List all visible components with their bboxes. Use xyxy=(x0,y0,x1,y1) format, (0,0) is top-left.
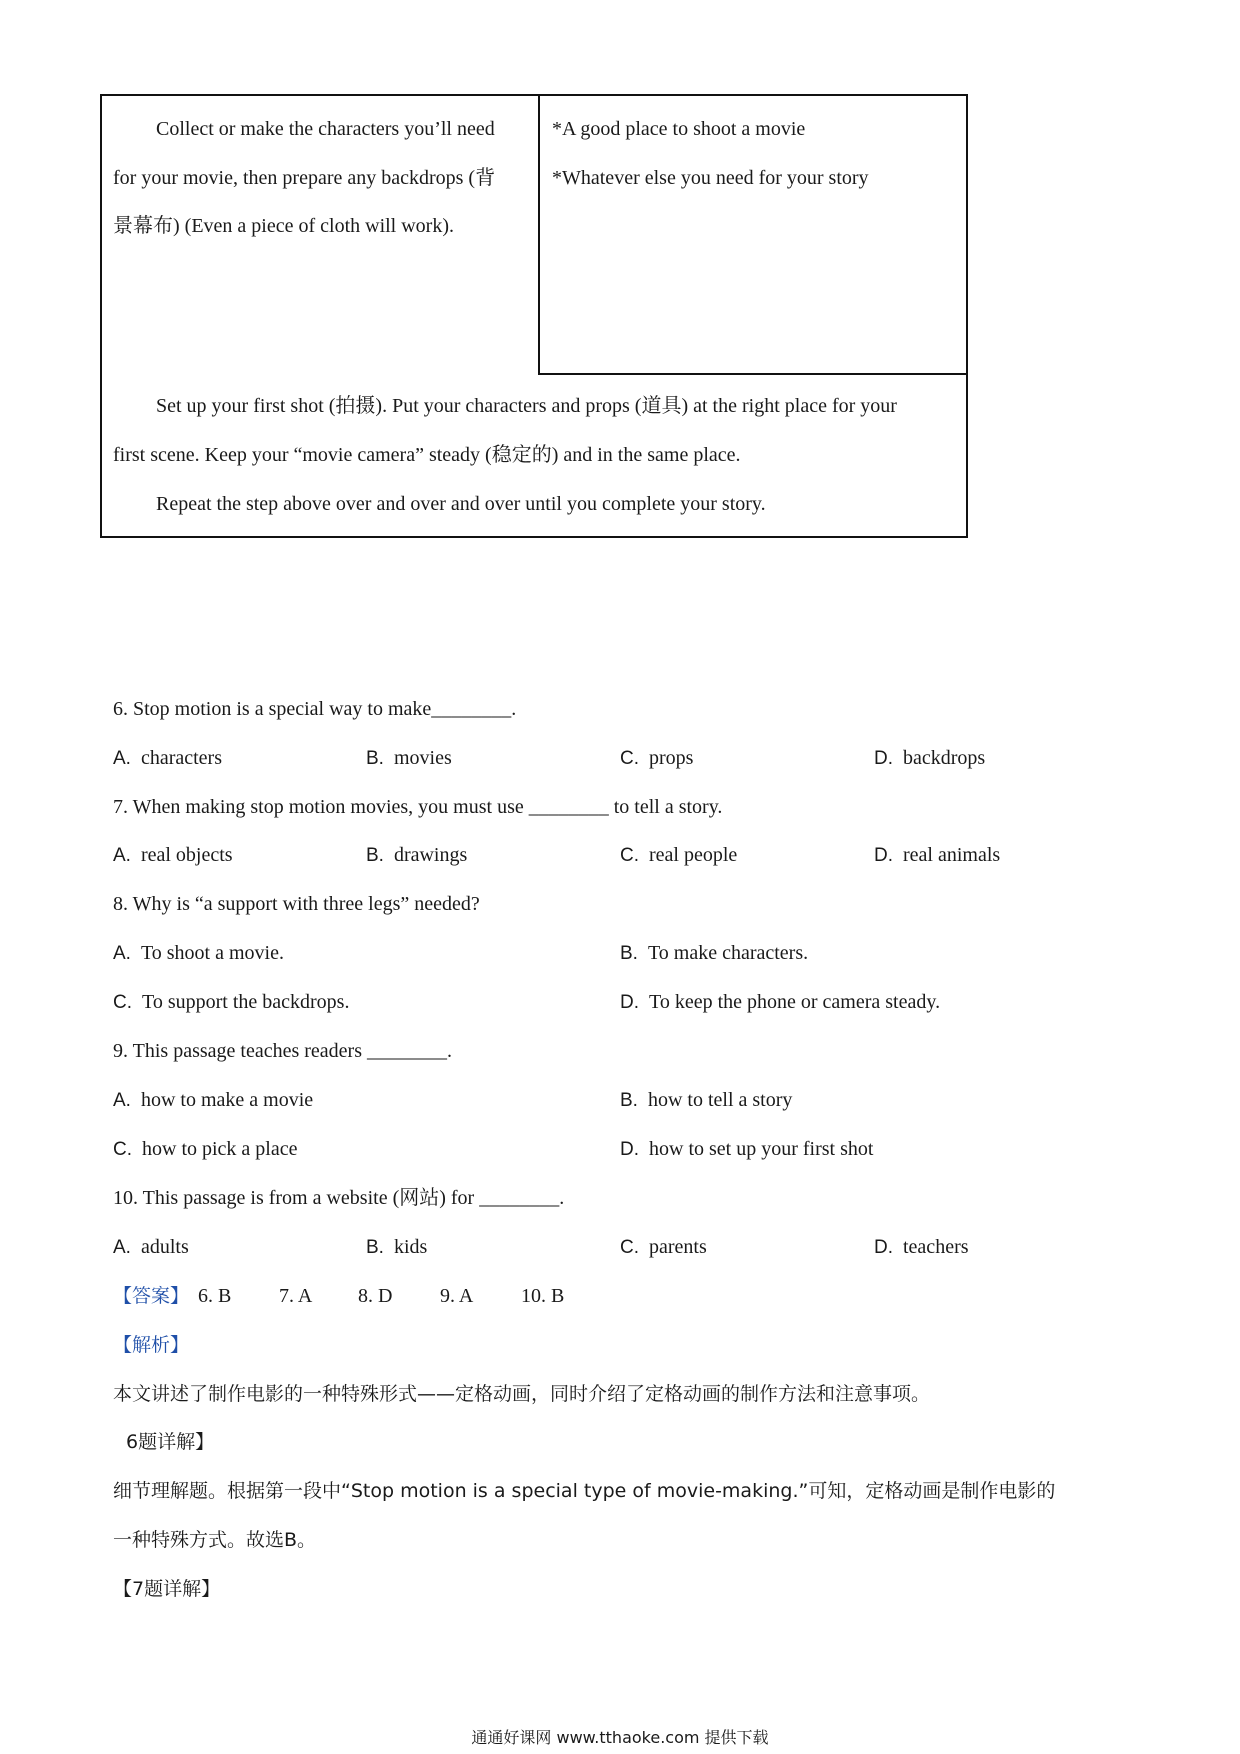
option-text: adults xyxy=(140,1236,189,1258)
option-letter: B. xyxy=(366,748,384,769)
option-letter: A. xyxy=(113,748,131,769)
option-text: movies xyxy=(393,747,452,769)
option-7c[interactable] xyxy=(620,843,737,868)
option-letter: D. xyxy=(874,1237,893,1258)
option-letter: D. xyxy=(620,1139,639,1160)
option-8d[interactable] xyxy=(620,990,940,1015)
option-9a[interactable] xyxy=(113,1088,313,1113)
box-inner-bottom xyxy=(538,373,968,375)
option-7d[interactable] xyxy=(874,843,1000,868)
option-text: To keep the phone or camera steady. xyxy=(649,991,941,1013)
option-letter: C. xyxy=(113,992,132,1013)
option-letter: C. xyxy=(620,845,639,866)
option-letter: B. xyxy=(366,845,384,866)
option-letter: B. xyxy=(620,1090,638,1111)
box-bottom-border xyxy=(100,536,968,538)
question-6-stem: 6. Stop motion is a special way to make________. xyxy=(113,698,517,720)
option-text: To make characters. xyxy=(647,942,809,964)
option-letter: C. xyxy=(113,1139,132,1160)
q6-detail-line-1: 细节理解题。根据第一段中“Stop motion is a special type of movie-making.”可知，定格动画是制作电影的 xyxy=(113,1480,1056,1502)
option-9d[interactable] xyxy=(620,1137,873,1162)
option-8b[interactable] xyxy=(620,941,808,966)
option-text: how to tell a story xyxy=(647,1089,793,1111)
option-9b[interactable] xyxy=(620,1088,792,1113)
option-text: backdrops xyxy=(903,747,986,769)
box-inner-divider xyxy=(538,94,540,374)
q6-detail-label: 6题详解】 xyxy=(126,1431,215,1453)
option-text: how to pick a place xyxy=(142,1138,298,1160)
option-7b[interactable] xyxy=(366,843,467,868)
option-text: how to make a movie xyxy=(140,1089,314,1111)
option-10d[interactable] xyxy=(874,1235,969,1260)
option-6d[interactable] xyxy=(874,746,985,771)
option-letter: C. xyxy=(620,1237,639,1258)
option-text: props xyxy=(649,747,694,769)
question-7-stem: 7. When making stop motion movies, you must use ________ to tell a story. xyxy=(113,796,723,818)
option-10a[interactable] xyxy=(113,1235,189,1260)
box-left-line-3: 景幕布) (Even a piece of cloth will work). xyxy=(113,215,455,237)
option-text: To support the backdrops. xyxy=(142,991,350,1013)
option-text: how to set up your first shot xyxy=(649,1138,874,1160)
analysis-label: 【解析】 xyxy=(113,1334,190,1356)
option-10c[interactable] xyxy=(620,1235,707,1260)
question-10-stem: 10. This passage is from a website (网站) for ________. xyxy=(113,1187,565,1209)
option-6c[interactable] xyxy=(620,746,693,771)
answer-item: 9. A xyxy=(440,1285,474,1307)
box-left-line-1: Collect or make the characters you’ll need xyxy=(156,118,495,140)
box-top-border xyxy=(100,94,968,96)
option-letter: D. xyxy=(874,845,893,866)
answer-label: 【答案】 xyxy=(113,1285,190,1307)
option-letter: B. xyxy=(620,943,638,964)
box-left-border xyxy=(100,94,102,538)
box-right-item-1: *A good place to shoot a movie xyxy=(552,118,806,140)
option-text: real people xyxy=(649,844,738,866)
option-8c[interactable] xyxy=(113,990,349,1015)
answer-item: 10. B xyxy=(521,1285,565,1307)
option-letter: B. xyxy=(366,1237,384,1258)
option-text: drawings xyxy=(393,844,468,866)
option-text: teachers xyxy=(903,1236,969,1258)
option-text: kids xyxy=(393,1236,428,1258)
analysis-summary: 本文讲述了制作电影的一种特殊形式——定格动画，同时介绍了定格动画的制作方法和注意事项。 xyxy=(113,1383,931,1405)
option-letter: A. xyxy=(113,845,131,866)
box-bottom-line-3: Repeat the step above over and over and over until you complete your story. xyxy=(156,493,766,515)
option-text: real objects xyxy=(140,844,233,866)
answer-item: 6. B xyxy=(198,1285,232,1307)
box-left-line-2: for your movie, then prepare any backdrops (背 xyxy=(113,167,496,189)
option-letter: C. xyxy=(620,748,639,769)
box-right-border xyxy=(966,94,968,538)
option-letter: D. xyxy=(874,748,893,769)
box-bottom-line-2: first scene. Keep your “movie camera” steady (稳定的) and in the same place. xyxy=(113,444,741,466)
answer-item: 7. A xyxy=(279,1285,313,1307)
option-text: parents xyxy=(649,1236,707,1258)
question-9-stem: 9. This passage teaches readers ________. xyxy=(113,1040,452,1062)
option-text: To shoot a movie. xyxy=(140,942,284,964)
answer-item: 8. D xyxy=(358,1285,393,1307)
page-footer: 通通好课网 www.tthaoke.com 提供下载 xyxy=(471,1728,769,1747)
option-6a[interactable] xyxy=(113,746,222,771)
option-7a[interactable] xyxy=(113,843,233,868)
box-bottom-line-1: Set up your first shot (拍摄). Put your characters and props (道具) at the right place for your xyxy=(156,395,897,417)
option-9c[interactable] xyxy=(113,1137,298,1162)
option-6b[interactable] xyxy=(366,746,452,771)
question-8-stem: 8. Why is “a support with three legs” needed? xyxy=(113,893,480,915)
option-letter: D. xyxy=(620,992,639,1013)
q6-detail-line-2: 一种特殊方式。故选B。 xyxy=(113,1529,317,1551)
option-text: real animals xyxy=(903,844,1001,866)
box-right-item-2: *Whatever else you need for your story xyxy=(552,167,869,189)
option-8a[interactable] xyxy=(113,941,284,966)
option-10b[interactable] xyxy=(366,1235,427,1260)
option-letter: A. xyxy=(113,943,131,964)
option-letter: A. xyxy=(113,1090,131,1111)
q7-detail-label: 【7题详解】 xyxy=(113,1578,221,1600)
option-letter: A. xyxy=(113,1237,131,1258)
option-text: characters xyxy=(140,747,222,769)
